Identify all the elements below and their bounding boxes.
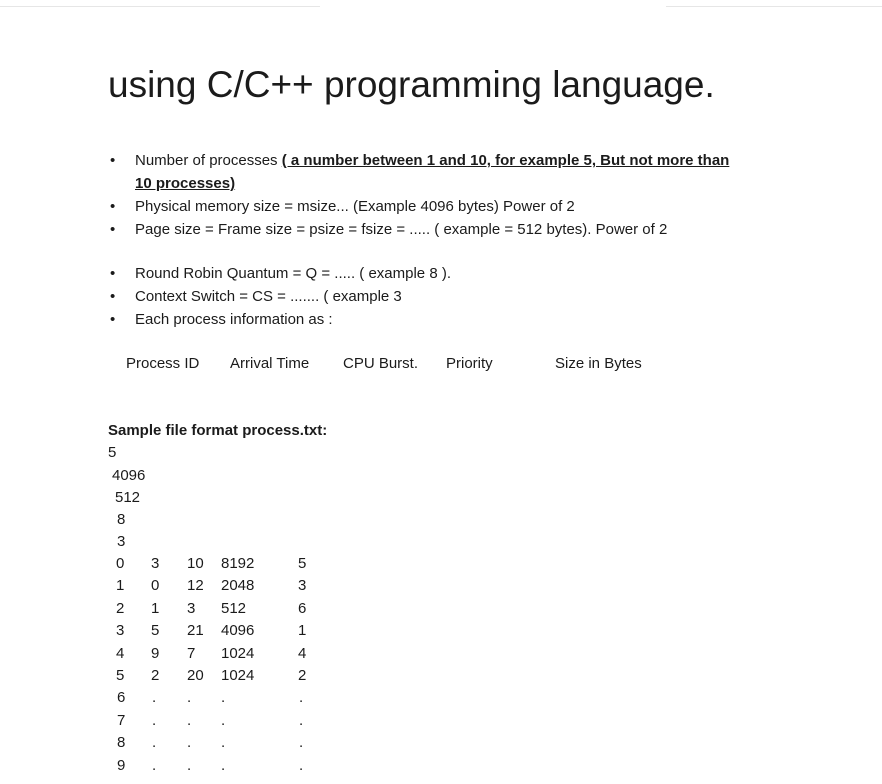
- bullet-text: Each process information as :: [135, 311, 333, 328]
- row-1-pid: 1: [116, 577, 125, 594]
- bullet-icon: •: [110, 265, 116, 282]
- col-cpu-burst: CPU Burst.: [343, 355, 419, 372]
- row-7-dot: .: [152, 712, 157, 729]
- row-1-size: 2048: [221, 577, 255, 594]
- bullet-context-switch: [108, 285, 451, 308]
- bullet-num-processes: [108, 149, 729, 195]
- row-5-burst: 20: [187, 667, 204, 684]
- row-4-priority: 4: [298, 645, 307, 662]
- row-9-dot: .: [152, 757, 157, 774]
- sample-quantum: 8: [117, 511, 126, 528]
- bullet-text: Context Switch = CS = ....... ( example 3: [135, 288, 402, 305]
- bullet-icon: •: [110, 311, 116, 328]
- row-6-dot: .: [152, 689, 157, 706]
- row-8-pid: 8: [117, 734, 126, 751]
- col-size: Size in Bytes: [555, 355, 642, 372]
- row-7-dot: .: [221, 712, 226, 729]
- row-3-size: 4096: [221, 622, 255, 639]
- row-1-priority: 3: [298, 577, 307, 594]
- sample-context-switch: 3: [117, 533, 126, 550]
- row-2-arrival: 1: [151, 600, 160, 617]
- row-3-pid: 3: [116, 622, 125, 639]
- bullet-memory-size: [108, 195, 729, 218]
- bullet-bold-note: ( a number between 1 and 10, for example 5, But not more than: [281, 152, 730, 169]
- bullet-text: Round Robin Quantum = Q = ..... ( example 8 ).: [135, 265, 451, 282]
- bullet-icon: •: [110, 288, 116, 305]
- bullet-page-size: [108, 218, 729, 241]
- requirements-list-2: [108, 262, 451, 331]
- row-0-burst: 10: [187, 555, 204, 572]
- row-9-pid: 9: [117, 757, 126, 774]
- row-2-priority: 6: [298, 600, 307, 617]
- row-6-dot: .: [187, 689, 192, 706]
- bullet-quantum: [108, 262, 451, 285]
- bullet-icon: •: [110, 221, 116, 238]
- row-8-dot: .: [221, 734, 226, 751]
- row-2-burst: 3: [187, 600, 196, 617]
- row-4-arrival: 9: [151, 645, 160, 662]
- bullet-text: Physical memory size = msize... (Example 4096 bytes) Power of 2: [135, 198, 575, 215]
- row-9-dot: .: [187, 757, 192, 774]
- row-6-dot: .: [221, 689, 226, 706]
- row-3-priority: 1: [298, 622, 307, 639]
- row-7-pid: 7: [117, 712, 126, 729]
- requirements-list-1: [108, 149, 729, 241]
- row-7-dot: .: [299, 712, 304, 729]
- page-heading: using C/C++ programming language.: [108, 64, 715, 105]
- sample-page-size: 512: [115, 489, 141, 506]
- bullet-icon: •: [110, 152, 116, 169]
- col-priority: Priority: [446, 355, 493, 372]
- row-8-dot: .: [299, 734, 304, 751]
- row-8-dot: .: [187, 734, 192, 751]
- row-2-pid: 2: [116, 600, 125, 617]
- row-1-arrival: 0: [151, 577, 160, 594]
- row-2-size: 512: [221, 600, 247, 617]
- sample-num-processes: 5: [108, 444, 117, 461]
- row-5-priority: 2: [298, 667, 307, 684]
- sample-memory-size: 4096: [112, 467, 146, 484]
- row-9-dot: .: [299, 757, 304, 774]
- row-0-arrival: 3: [151, 555, 160, 572]
- row-5-size: 1024: [221, 667, 255, 684]
- row-0-priority: 5: [298, 555, 307, 572]
- sample-title: Sample file format process.txt:: [108, 422, 328, 439]
- row-6-dot: .: [299, 689, 304, 706]
- bullet-bold-note-cont: 10 processes): [135, 175, 236, 192]
- row-3-burst: 21: [187, 622, 204, 639]
- bullet-process-info: [108, 308, 451, 331]
- col-process-id: Process ID: [126, 355, 200, 372]
- col-arrival-time: Arrival Time: [230, 355, 310, 372]
- row-1-burst: 12: [187, 577, 204, 594]
- top-rule-left: [0, 6, 320, 7]
- bullet-text: Page size = Frame size = psize = fsize = ..... ( example = 512 bytes). Power of 2: [135, 221, 668, 238]
- row-4-pid: 4: [116, 645, 125, 662]
- top-rule-right: [666, 6, 882, 7]
- row-4-size: 1024: [221, 645, 255, 662]
- row-4-burst: 7: [187, 645, 196, 662]
- row-5-arrival: 2: [151, 667, 160, 684]
- bullet-icon: •: [110, 198, 116, 215]
- row-5-pid: 5: [116, 667, 125, 684]
- bullet-text: Number of processes: [135, 152, 282, 169]
- row-3-arrival: 5: [151, 622, 160, 639]
- row-0-size: 8192: [221, 555, 255, 572]
- row-6-pid: 6: [117, 689, 126, 706]
- row-8-dot: .: [152, 734, 157, 751]
- row-7-dot: .: [187, 712, 192, 729]
- row-9-dot: .: [221, 757, 226, 774]
- row-0-pid: 0: [116, 555, 125, 572]
